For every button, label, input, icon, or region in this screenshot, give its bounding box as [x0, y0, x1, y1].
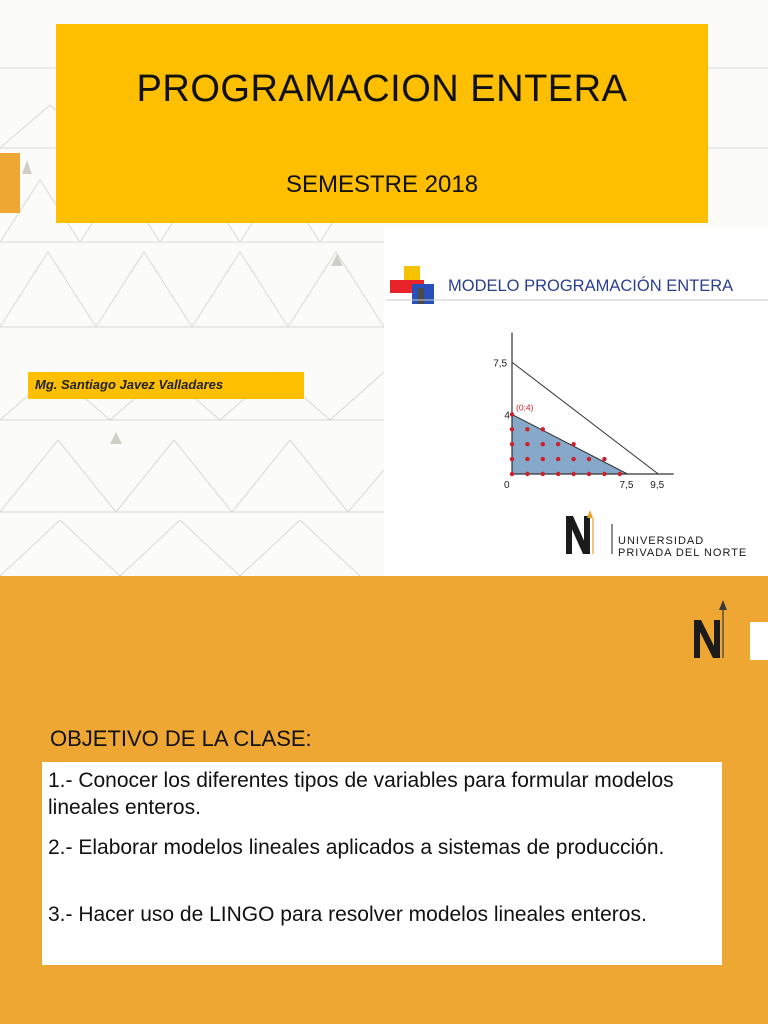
slide-title: PROGRAMACION ENTERA — [136, 68, 628, 110]
integer-point — [618, 472, 622, 476]
integer-point — [571, 472, 575, 476]
objective-item-3: 3.- Hacer uso de LINGO para resolver modelos lineales enteros. — [48, 903, 647, 926]
objective-box — [42, 762, 722, 965]
objective-item-2: 2.- Elaborar modelos lineales aplicados a sistemas de producción. — [48, 836, 665, 859]
integer-point — [602, 472, 606, 476]
integer-point — [556, 472, 560, 476]
integer-point — [541, 427, 545, 431]
objective-heading: OBJETIVO DE LA CLASE: — [50, 726, 312, 751]
figure-panel — [384, 228, 768, 576]
author-bar — [28, 372, 304, 399]
point-label: (0;4) — [516, 402, 534, 413]
upn-n-icon — [690, 598, 730, 660]
x-tick-label: 7,5 — [619, 480, 634, 491]
integer-point — [541, 457, 545, 461]
y-tick-label: 7,5 — [493, 358, 508, 370]
right-accent-tab — [750, 622, 768, 660]
integer-point — [510, 442, 514, 446]
integer-point — [525, 457, 529, 461]
author-name: Mg. Santiago Javez Valladares — [35, 377, 224, 392]
chart-area — [493, 332, 674, 491]
left-accent-tab — [0, 153, 20, 213]
integer-point — [571, 457, 575, 461]
figure-heading: MODELO PROGRAMACIÓN ENTERA — [448, 277, 734, 295]
y-tick-label: 4 — [504, 410, 510, 422]
integer-point — [510, 472, 514, 476]
integer-point — [525, 442, 529, 446]
integer-point — [541, 442, 545, 446]
title-box — [56, 24, 708, 223]
slide-subtitle: SEMESTRE 2018 — [285, 171, 479, 198]
color-squares-icon — [390, 266, 434, 304]
integer-point — [571, 442, 575, 446]
objective-item-1: 1.- Conocer los diferentes tipos de variables para formular modelos lineales enteros. — [48, 769, 674, 819]
integer-point — [541, 472, 545, 476]
x-tick-label: 0 — [504, 480, 510, 491]
x-tick-label: 9,5 — [650, 480, 665, 491]
integer-point — [510, 427, 514, 431]
integer-point — [525, 427, 529, 431]
integer-point — [556, 457, 560, 461]
integer-point — [587, 457, 591, 461]
integer-point — [525, 472, 529, 476]
logo-line-1: UNIVERSIDAD — [618, 535, 705, 547]
integer-point — [602, 457, 606, 461]
integer-point — [556, 442, 560, 446]
integer-point — [510, 457, 514, 461]
logo-line-2: PRIVADA DEL NORTE — [618, 547, 748, 559]
upn-n-icon — [566, 510, 593, 554]
integer-point — [510, 412, 514, 416]
model-figure — [384, 228, 768, 576]
integer-point — [587, 472, 591, 476]
upn-logo — [566, 510, 747, 559]
